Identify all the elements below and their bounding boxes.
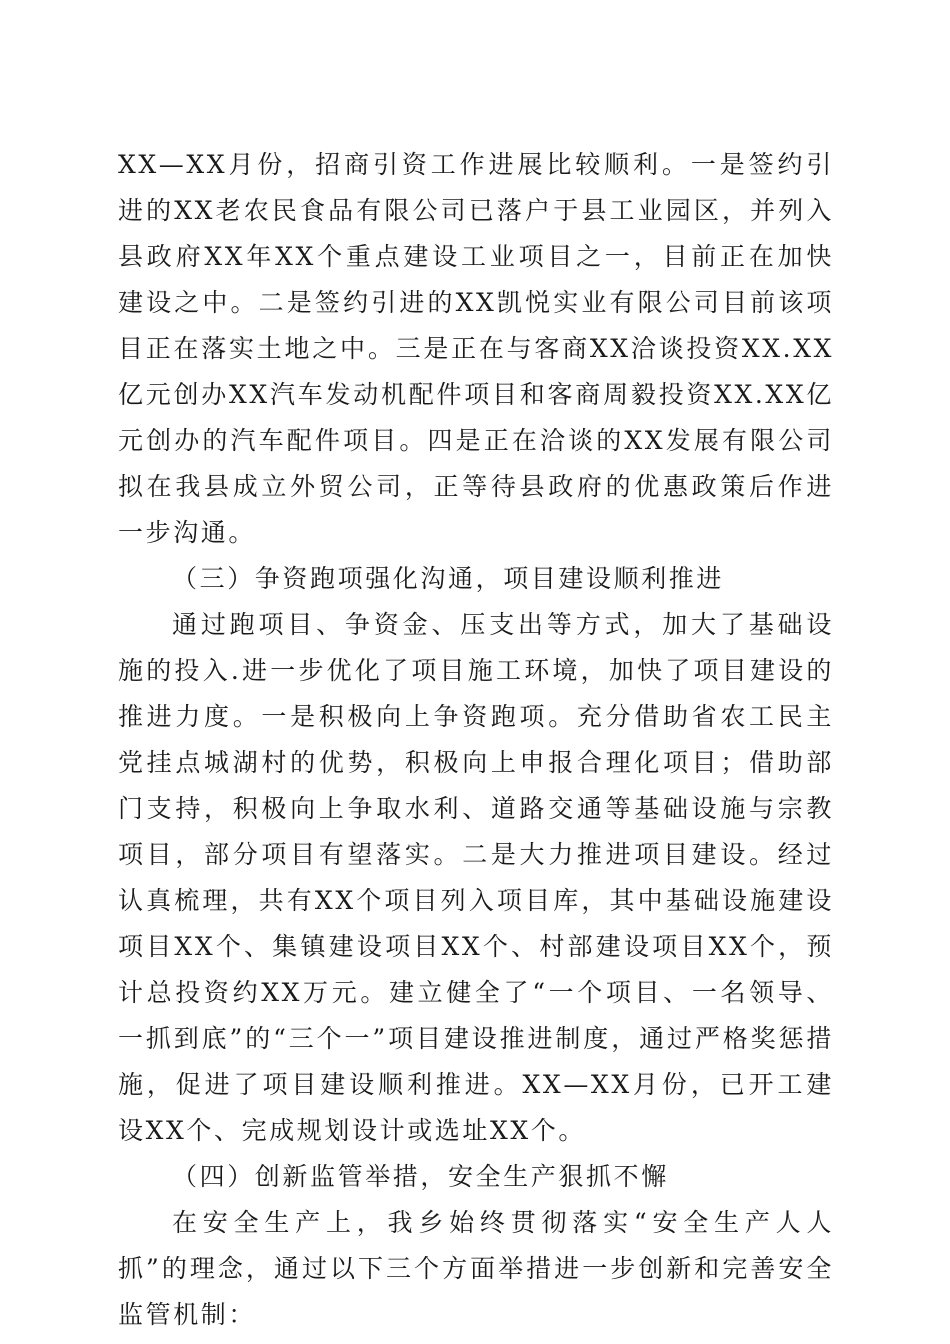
section-heading-4: （四）创新监管举措，安全生产狠抓不懈 (172, 1162, 669, 1191)
document-body (118, 142, 834, 1338)
paragraph-investment-progress: XX—XX月份，招商引资工作进展比较顺利。一是签约引进的XX老农民食品有限公司已落户于县工业园区，并列入县政府XX年XX个重点建设工业项目之一，目前正在加快建设之中。二是签约引进的XX凯悦实业有限公司目前该项目正在落实土地之中。三是正在与客商XX洽谈投资XX.XX亿元创办XX汽车发动机配件项目和客商周毅投资XX.XX亿元创办的汽车配件项目。四是正在洽谈的XX发展有限公司拟在我县成立外贸公司，正等待县政府的优惠政策后作进一步沟通。 (118, 150, 834, 547)
section-heading-3: （三）争资跑项强化沟通，项目建设顺利推进 (172, 564, 725, 593)
paragraph-safety-production: 在安全生产上，我乡始终贯彻落实“安全生产人人抓”的理念，通过以下三个方面举措进一步创新和完善安全监管机制： (118, 1208, 834, 1329)
paragraph-project-funding: 通过跑项目、争资金、压支出等方式，加大了基础设施的投入.进一步优化了项目施工环境，加快了项目建设的推进力度。一是积极向上争资跑项。充分借助省农工民主党挂点城湖村的优势，积极向上申报合理化项目；借助部门支持，积极向上争取水利、道路交通等基础设施与宗教项目，部分项目有望落实。二是大力推进项目建设。经过认真梳理，共有XX个项目列入项目库，其中基础设施建设项目XX个、集镇建设项目XX个、村部建设项目XX个，预计总投资约XX万元。建立健全了“一个项目、一名领导、一抓到底”的“三个一”项目建设推进制度，通过严格奖惩措施，促进了项目建设顺利推进。XX—XX月份，已开工建设XX个、完成规划设计或选址XX个。 (118, 610, 834, 1145)
